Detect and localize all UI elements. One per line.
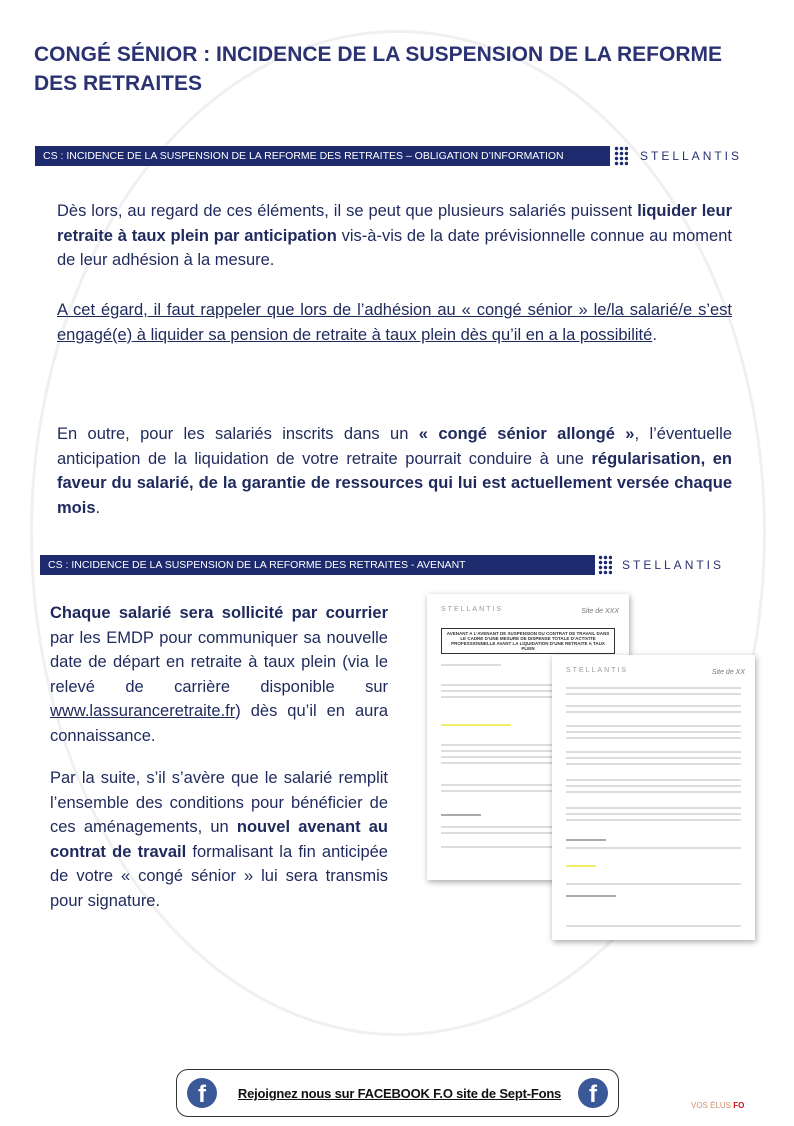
fo-label: FO <box>733 1101 745 1110</box>
text: vis-à-vis de la date prévisionnelle connue au moment de leur adhésion à la mesure. <box>57 226 732 269</box>
text: . <box>95 498 101 517</box>
avenant-document-page-2 <box>552 655 755 940</box>
bold-text: nouvel avenant au contrat de travail <box>50 818 388 861</box>
page-title: CONGÉ SÉNIOR : INCIDENCE DE LA SUSPENSION DE LA REFORME DES RETRAITES <box>34 43 723 95</box>
text: . <box>652 325 657 344</box>
facebook-icon[interactable]: f <box>578 1078 608 1108</box>
paragraph-avenant <box>50 766 388 913</box>
doc-logo: STELLANTIS <box>441 606 504 613</box>
doc-logo: STELLANTIS <box>566 667 629 674</box>
paragraph-anticipation <box>57 199 732 273</box>
text: VOS ÉLUS <box>691 1101 734 1110</box>
underlined-text: A cet égard, il faut rappeler que lors de l’adhésion au « congé sénior » le/la salarié/e s’est engagé(e) à liquider sa pension de retraite à taux plein dès qu’il en a la possibilité <box>57 301 732 344</box>
doc-site: Site de XXX <box>581 608 619 615</box>
dots-decoration <box>614 146 628 166</box>
text: ) dès qu’il en aura connaissance. <box>50 702 388 745</box>
text: , l’éventuelle anticipation de la liquidation de votre retraite pourrait conduire à une <box>57 425 732 468</box>
paragraph-courrier <box>50 601 388 748</box>
stellantis-logo: STELLANTIS <box>640 149 743 163</box>
facebook-banner[interactable] <box>176 1069 619 1117</box>
text: par les EMDP pour communiquer sa nouvelle date de départ en retraite à taux plein (via le relevé de carrière disponible sur <box>50 628 388 696</box>
dots-decoration <box>598 555 612 575</box>
bold-text: Chaque salarié sera sollicité par courrier <box>50 604 388 622</box>
section-banner-information: CS : INCIDENCE DE LA SUSPENSION DE LA REFORME DES RETRAITES – OBLIGATION D’INFORMATION <box>35 146 610 166</box>
assurance-retraite-link[interactable]: www.lassuranceretraite.fr <box>50 702 236 720</box>
vos-elus-fo <box>691 1101 744 1110</box>
section-banner-avenant: CS : INCIDENCE DE LA SUSPENSION DE LA REFORME DES RETRAITES - AVENANT <box>40 555 595 575</box>
facebook-icon[interactable]: f <box>187 1078 217 1108</box>
facebook-link[interactable]: Rejoignez nous sur FACEBOOK F.O site de Sept-Fons <box>237 1086 562 1101</box>
bold-text: liquider leur retraite à taux plein par anticipation <box>57 202 732 245</box>
bold-text: « congé sénior allongé » <box>418 425 635 443</box>
paragraph-conge-allonge <box>57 422 732 520</box>
text: formalisant la fin anticipée de votre « congé sénior » lui sera transmis pour signature. <box>50 842 388 910</box>
bold-text: régularisation, en faveur du salarié, de la garantie de ressources qui lui est actuellement versée chaque mois <box>57 449 732 517</box>
text: Dès lors, au regard de ces éléments, il se peut que plusieurs salariés puissent <box>57 202 638 220</box>
doc-heading: AVENANT A L’AVENANT DE SUSPENSION DU CONTRAT DE TRAVAIL DANS LE CADRE D’UNE MESURE DE DISPENSE TOTALE D’ACTIVITE PROFESSIONNELLE AVANT LA LIQUIDATION D’UNE RETRAITE A TAUX PLEIN <box>441 628 615 654</box>
stellantis-logo: STELLANTIS <box>622 558 725 572</box>
text: En outre, pour les salariés inscrits dans un <box>57 425 419 443</box>
doc-site: Site de XX <box>711 669 745 676</box>
paragraph-rappel <box>57 298 732 347</box>
text: Par la suite, s’il s’avère que le salarié remplit l’ensemble des conditions pour bénéficier de ces aménagements, un <box>50 769 388 836</box>
